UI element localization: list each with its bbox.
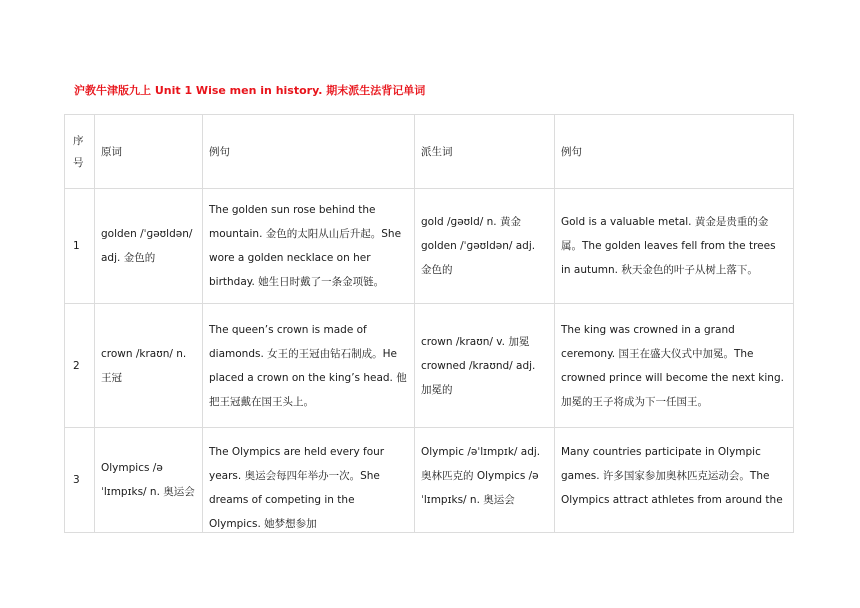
derived-word-cell: crown /kraʊn/ v. 加冕 crowned /kraʊnd/ adj. 加冕的 — [415, 304, 555, 428]
table-row — [65, 304, 794, 428]
table-row — [65, 428, 794, 533]
derived-word-text: Olympic /əˈlɪmpɪk/ adj. 奥林匹克的 Olympics /əˈlɪmpɪks/ n. 奥运会 — [421, 446, 541, 506]
derived-example-cell: The king was crowned in a grand ceremony. 国王在盛大仪式中加冕。The crowned prince will become the next king. 加冕的王子将成为下一任国王。 — [555, 304, 794, 428]
row-number: 1 — [65, 189, 95, 304]
header-derived-word: 派生词 — [415, 115, 555, 189]
derived-word-cell: gold /ɡəʊld/ n. 黄金 golden /ˈɡəʊldən/ adj. 金色的 — [415, 189, 555, 304]
derived-example-cell: Gold is a valuable metal. 黄金是贵重的金属。The golden leaves fell from the trees in autumn. 秋天金色的叶子从树上落下。 — [555, 189, 794, 304]
example-sentence-cell: The queen’s crown is made of diamonds. 女王的王冠由钻石制成。He placed a crown on the king’s head. 他把王冠戴在国王头上。 — [203, 304, 415, 428]
header-number: 序号 — [65, 115, 95, 189]
derived-example-text: Many countries participate in Olympic games. 许多国家参加奥林匹克运动会。The Olympics attract athletes from around the — [561, 446, 783, 506]
header-example-sentence: 例句 — [203, 115, 415, 189]
example-sentence-cell: The golden sun rose behind the mountain. 金色的太阳从山后升起。She wore a golden necklace on her birthday. 她生日时戴了一条金项链。 — [203, 189, 415, 304]
table-row — [65, 189, 794, 304]
document-title: 沪教牛津版九上 Unit 1 Wise men in history. 期末派生法背记单词 — [74, 84, 426, 97]
row-number: 3 — [65, 428, 95, 533]
header-derived-example-sentence: 例句 — [555, 115, 794, 189]
original-word-cell: golden /ˈɡəʊldən/ adj. 金色的 — [95, 189, 203, 304]
derived-example-cell — [555, 428, 794, 533]
original-word-cell: crown /kraʊn/ n. 王冠 — [95, 304, 203, 428]
header-original-word: 原词 — [95, 115, 203, 189]
table-header-row — [65, 115, 794, 189]
example-sentence-text: The Olympics are held every four years. 奥运会每四年举办一次。She dreams of competing in the Olympics. 她梦想参加 — [209, 446, 385, 530]
derived-word-cell — [415, 428, 555, 533]
original-word-cell: Olympics /əˈlɪmpɪks/ n. 奥运会 — [95, 428, 203, 533]
example-sentence-cell — [203, 428, 415, 533]
vocabulary-table — [64, 114, 794, 533]
row-number: 2 — [65, 304, 95, 428]
